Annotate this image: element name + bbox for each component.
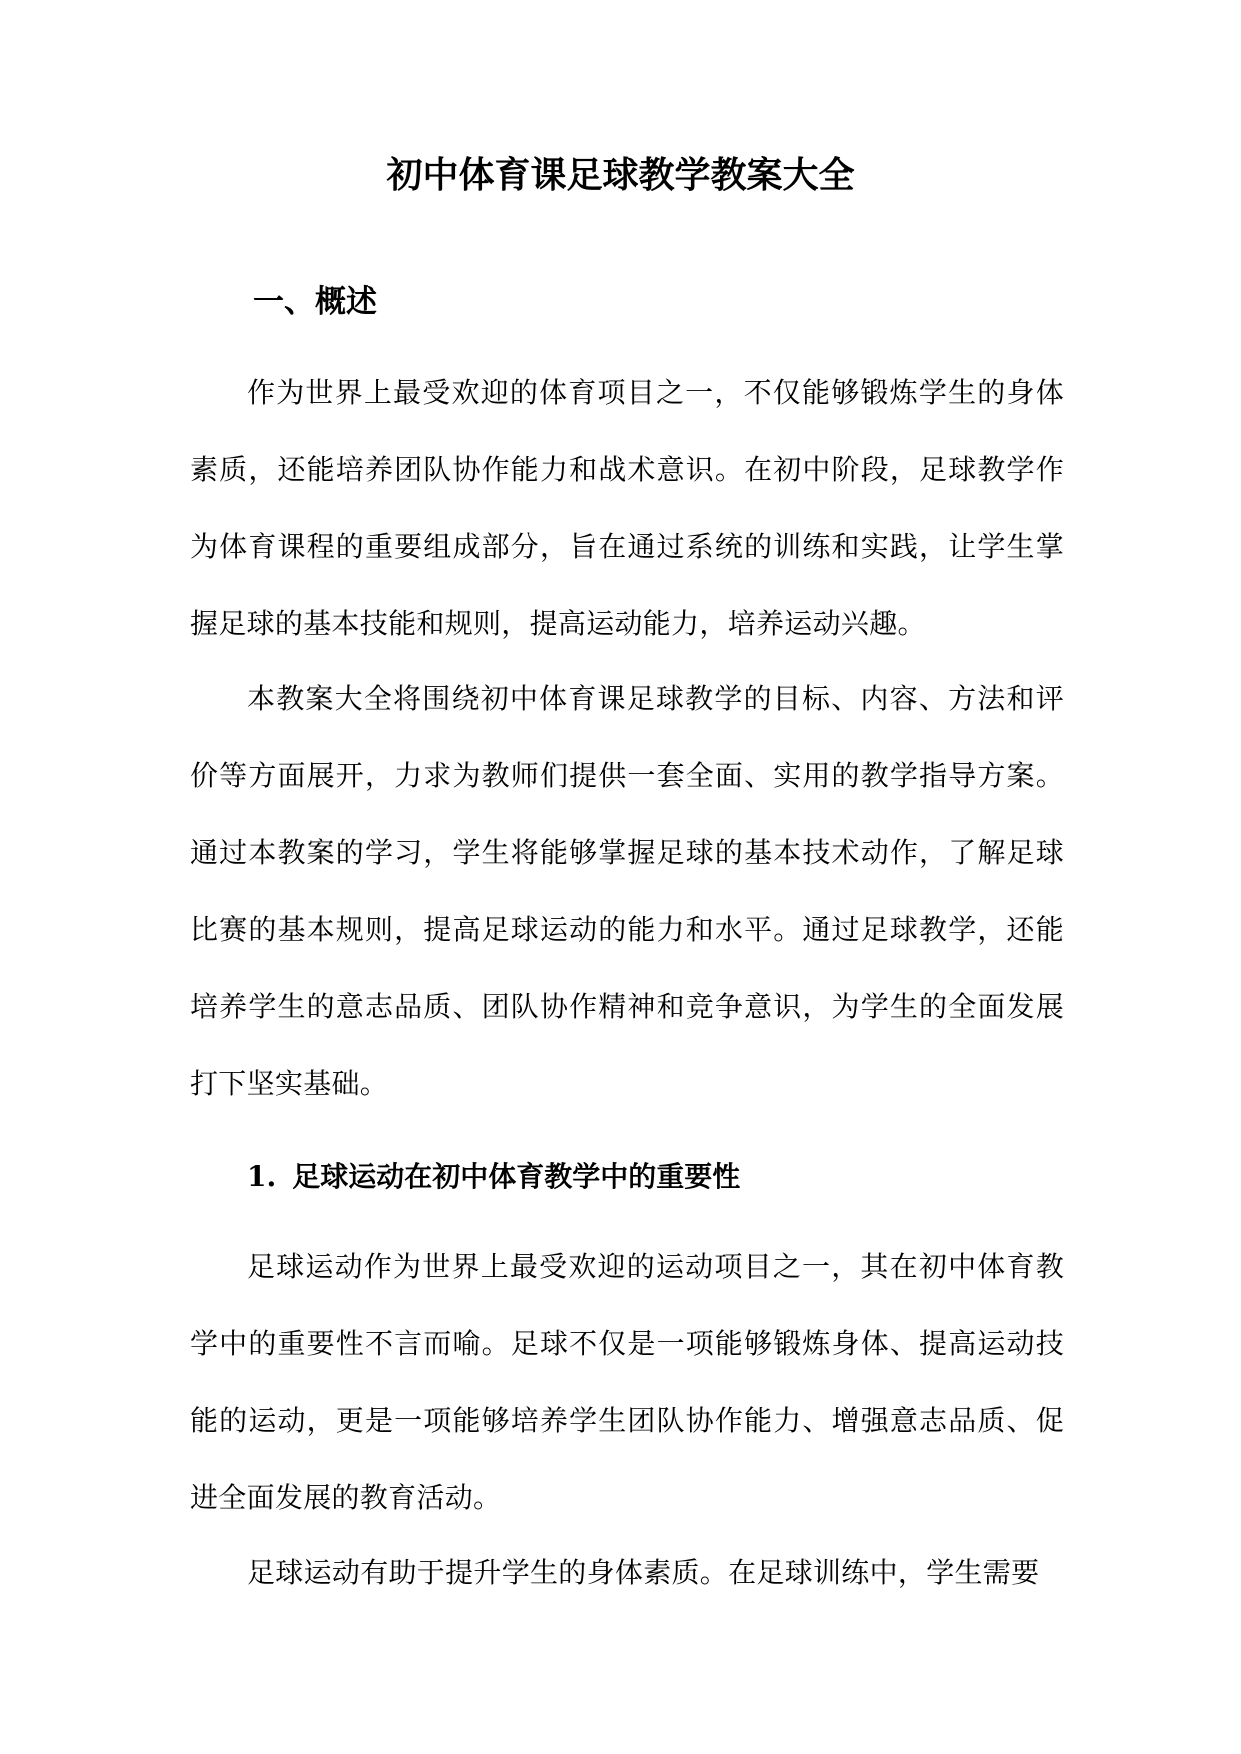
overview-paragraph-1: 作为世界上最受欢迎的体育项目之一，不仅能够锻炼学生的身体素质，还能培养团队协作能力和战术意识。在初中阶段，足球教学作为体育课程的重要组成部分，旨在通过系统的训练和实践，让学生掌握足球的基本技能和规则，提高运动能力，培养运动兴趣。 [190, 376, 1064, 640]
subsection-number: 1. [247, 1160, 277, 1193]
section-heading-overview: 一、概述 [253, 284, 377, 320]
subsection-title: 足球运动在初中体育教学中的重要性 [292, 1160, 741, 1193]
importance-paragraph-1: 足球运动作为世界上最受欢迎的运动项目之一，其在初中体育教学中的重要性不言而喻。足球不仅是一项能够锻炼身体、提高运动技能的运动，更是一项能够培养学生团队协作能力、增强意志品质、促进全面发展的教育活动。 [190, 1250, 1064, 1514]
subsection-heading-importance [247, 1157, 740, 1197]
overview-paragraph-2: 本教案大全将围绕初中体育课足球教学的目标、内容、方法和评价等方面展开，力求为教师们提供一套全面、实用的教学指导方案。通过本教案的学习，学生将能够掌握足球的基本技术动作，了解足球比赛的基本规则，提高足球运动的能力和水平。通过足球教学，还能培养学生的意志品质、团队协作精神和竞争意识，为学生的全面发展打下坚实基础。 [190, 682, 1064, 1100]
document-title: 初中体育课足球教学教案大全 [386, 154, 855, 196]
importance-paragraph-2: 足球运动有助于提升学生的身体素质。在足球训练中，学生需要 [247, 1556, 1040, 1589]
